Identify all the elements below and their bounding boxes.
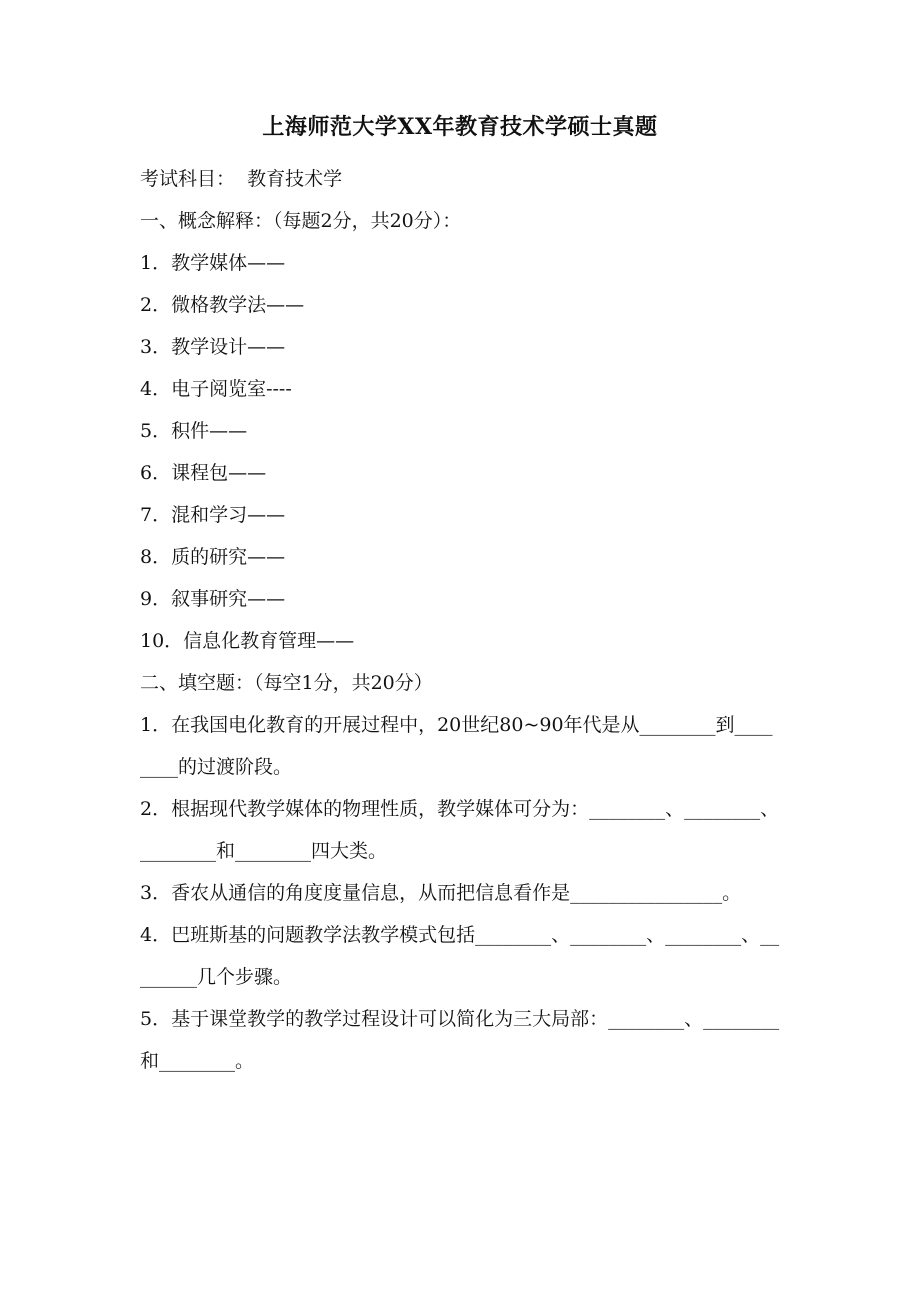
concept-item: 9．叙事研究—— <box>140 588 286 610</box>
concept-item: 8．质的研究—— <box>140 546 286 568</box>
concept-item: 2．微格教学法—— <box>140 294 305 316</box>
fill-blank-item: 3．香农从通信的角度度量信息，从而把信息看作是________________。 <box>140 882 742 904</box>
fill-blank-item: 5．基于课堂教学的教学过程设计可以简化为三大局部：________、________和________。 <box>140 1008 780 1072</box>
concept-item: 3．教学设计—— <box>140 336 286 358</box>
concept-item: 4．电子阅览室---- <box>140 378 292 400</box>
concept-item: 7．混和学习—— <box>140 504 286 526</box>
exam-subject: 考试科目： 教育技术学 <box>140 168 343 190</box>
concept-item: 6．课程包—— <box>140 462 267 484</box>
concept-item: 1．教学媒体—— <box>140 252 286 274</box>
fill-blank-item: 1．在我国电化教育的开展过程中，20世纪80~90年代是从________到________的过渡阶段。 <box>140 714 773 778</box>
section-1-heading: 一、概念解释：（每题2分，共20分）： <box>140 210 462 232</box>
section-2-heading: 二、填空题：（每空1分，共20分） <box>140 672 433 694</box>
concept-item: 10．信息化教育管理—— <box>140 630 355 652</box>
fill-blank-item: 4．巴班斯基的问题教学法教学模式包括________、________、________、________几个步骤。 <box>140 924 780 988</box>
document-body <box>140 158 780 1082</box>
fill-blank-item: 2．根据现代教学媒体的物理性质，教学媒体可分为：________、________、________和________四大类。 <box>140 798 780 862</box>
concept-item: 5．积件—— <box>140 420 248 442</box>
document-title: 上海师范大学XX年教育技术学硕士真题 <box>262 114 658 140</box>
